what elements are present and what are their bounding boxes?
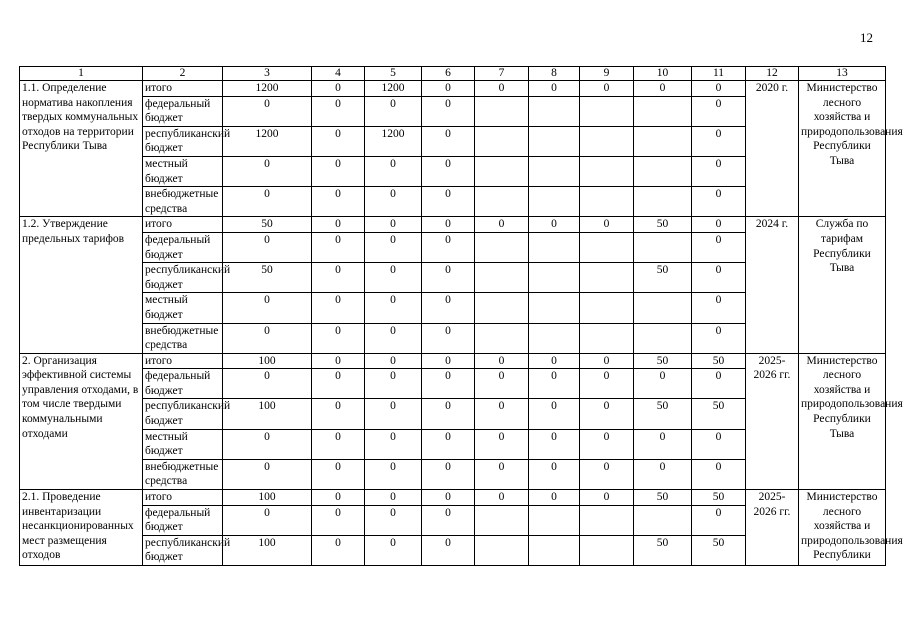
period-cell: 2025-2026 гг. bbox=[746, 353, 799, 489]
amount-cell: 0 bbox=[223, 369, 312, 399]
amount-cell: 0 bbox=[312, 96, 365, 126]
event-name: 1.2. Утверждение предельных тарифов bbox=[20, 217, 143, 353]
amount-cell bbox=[475, 232, 529, 262]
funding-source: федеральный бюджет bbox=[143, 96, 223, 126]
amount-cell: 0 bbox=[580, 353, 634, 369]
amount-cell: 0 bbox=[422, 81, 475, 97]
funding-source: итого bbox=[143, 217, 223, 233]
amount-cell: 50 bbox=[634, 217, 692, 233]
amount-cell: 0 bbox=[312, 490, 365, 506]
amount-cell bbox=[634, 505, 692, 535]
amount-cell: 0 bbox=[422, 96, 475, 126]
amount-cell: 0 bbox=[223, 293, 312, 323]
amount-cell: 50 bbox=[692, 490, 746, 506]
amount-cell: 0 bbox=[422, 353, 475, 369]
table-row bbox=[20, 217, 886, 233]
funding-source: федеральный бюджет bbox=[143, 232, 223, 262]
amount-cell: 0 bbox=[312, 369, 365, 399]
amount-cell: 0 bbox=[365, 490, 422, 506]
amount-cell bbox=[475, 535, 529, 565]
amount-cell bbox=[634, 323, 692, 353]
funding-source: федеральный бюджет bbox=[143, 369, 223, 399]
amount-cell: 50 bbox=[223, 217, 312, 233]
amount-cell: 0 bbox=[475, 217, 529, 233]
amount-cell: 0 bbox=[422, 535, 475, 565]
amount-cell: 1200 bbox=[223, 81, 312, 97]
amount-cell: 0 bbox=[475, 459, 529, 489]
amount-cell: 100 bbox=[223, 490, 312, 506]
funding-source: федеральный бюджет bbox=[143, 505, 223, 535]
funding-source: итого bbox=[143, 353, 223, 369]
amount-cell bbox=[475, 293, 529, 323]
amount-cell: 1200 bbox=[223, 126, 312, 156]
amount-cell bbox=[475, 96, 529, 126]
event-name: 2.1. Проведение инвентаризации несанкционированных мест размещения отходов bbox=[20, 490, 143, 566]
amount-cell: 0 bbox=[223, 232, 312, 262]
column-header: 13 bbox=[799, 67, 886, 81]
event-name: 2. Организация эффективной системы управления отходами, в том числе твердыми коммунальными отходами bbox=[20, 353, 143, 489]
amount-cell: 0 bbox=[422, 429, 475, 459]
amount-cell: 0 bbox=[312, 535, 365, 565]
amount-cell: 0 bbox=[529, 459, 580, 489]
amount-cell: 100 bbox=[223, 353, 312, 369]
amount-cell bbox=[580, 505, 634, 535]
amount-cell bbox=[529, 535, 580, 565]
amount-cell bbox=[634, 232, 692, 262]
amount-cell: 0 bbox=[365, 459, 422, 489]
amount-cell bbox=[580, 535, 634, 565]
amount-cell: 0 bbox=[529, 81, 580, 97]
amount-cell: 0 bbox=[365, 369, 422, 399]
amount-cell: 0 bbox=[692, 429, 746, 459]
amount-cell bbox=[580, 293, 634, 323]
amount-cell bbox=[529, 187, 580, 217]
amount-cell: 0 bbox=[223, 156, 312, 186]
amount-cell: 0 bbox=[475, 369, 529, 399]
column-header: 3 bbox=[223, 67, 312, 81]
amount-cell: 0 bbox=[580, 81, 634, 97]
amount-cell: 0 bbox=[365, 535, 422, 565]
amount-cell: 0 bbox=[422, 490, 475, 506]
amount-cell: 0 bbox=[223, 96, 312, 126]
amount-cell: 50 bbox=[692, 353, 746, 369]
amount-cell: 0 bbox=[312, 429, 365, 459]
amount-cell: 0 bbox=[529, 490, 580, 506]
amount-cell: 0 bbox=[634, 81, 692, 97]
amount-cell: 0 bbox=[529, 369, 580, 399]
amount-cell: 0 bbox=[422, 459, 475, 489]
amount-cell: 0 bbox=[475, 429, 529, 459]
column-header: 11 bbox=[692, 67, 746, 81]
amount-cell bbox=[475, 505, 529, 535]
amount-cell: 0 bbox=[692, 505, 746, 535]
amount-cell: 0 bbox=[692, 263, 746, 293]
amount-cell bbox=[634, 293, 692, 323]
amount-cell: 50 bbox=[634, 535, 692, 565]
amount-cell bbox=[475, 126, 529, 156]
amount-cell: 0 bbox=[422, 156, 475, 186]
column-header: 2 bbox=[143, 67, 223, 81]
table-row bbox=[20, 81, 886, 97]
amount-cell: 0 bbox=[529, 399, 580, 429]
amount-cell bbox=[529, 232, 580, 262]
column-header: 1 bbox=[20, 67, 143, 81]
amount-cell: 0 bbox=[365, 156, 422, 186]
executor-cell: Служба по тарифам Республики Тыва bbox=[799, 217, 886, 353]
funding-source: республиканский бюджет bbox=[143, 535, 223, 565]
amount-cell: 0 bbox=[312, 187, 365, 217]
column-header: 6 bbox=[422, 67, 475, 81]
column-header: 5 bbox=[365, 67, 422, 81]
amount-cell: 0 bbox=[580, 399, 634, 429]
amount-cell: 0 bbox=[529, 429, 580, 459]
amount-cell: 100 bbox=[223, 535, 312, 565]
amount-cell: 0 bbox=[634, 429, 692, 459]
funding-source: республиканский бюджет bbox=[143, 263, 223, 293]
amount-cell bbox=[475, 323, 529, 353]
column-header: 7 bbox=[475, 67, 529, 81]
amount-cell: 0 bbox=[422, 263, 475, 293]
amount-cell bbox=[529, 263, 580, 293]
funding-source: местный бюджет bbox=[143, 293, 223, 323]
amount-cell bbox=[475, 187, 529, 217]
amount-cell: 0 bbox=[312, 217, 365, 233]
executor-cell: Министерство лесного хозяйства и природопользования Республики Тыва bbox=[799, 353, 886, 489]
amount-cell bbox=[529, 156, 580, 186]
amount-cell: 0 bbox=[223, 323, 312, 353]
amount-cell: 0 bbox=[422, 399, 475, 429]
amount-cell: 50 bbox=[634, 490, 692, 506]
amount-cell: 0 bbox=[475, 399, 529, 429]
amount-cell bbox=[580, 126, 634, 156]
amount-cell: 50 bbox=[634, 399, 692, 429]
period-cell: 2020 г. bbox=[746, 81, 799, 217]
funding-source: внебюджетные средства bbox=[143, 459, 223, 489]
amount-cell: 0 bbox=[580, 490, 634, 506]
amount-cell bbox=[580, 96, 634, 126]
amount-cell: 0 bbox=[692, 369, 746, 399]
table-row bbox=[20, 353, 886, 369]
amount-cell: 0 bbox=[475, 490, 529, 506]
amount-cell: 0 bbox=[580, 369, 634, 399]
amount-cell bbox=[529, 323, 580, 353]
amount-cell bbox=[580, 263, 634, 293]
amount-cell: 0 bbox=[312, 232, 365, 262]
amount-cell: 0 bbox=[365, 353, 422, 369]
amount-cell: 50 bbox=[223, 263, 312, 293]
funding-source: внебюджетные средства bbox=[143, 323, 223, 353]
amount-cell: 0 bbox=[692, 96, 746, 126]
amount-cell: 0 bbox=[365, 505, 422, 535]
column-header: 12 bbox=[746, 67, 799, 81]
amount-cell: 0 bbox=[312, 263, 365, 293]
amount-cell: 0 bbox=[692, 323, 746, 353]
amount-cell: 0 bbox=[312, 399, 365, 429]
amount-cell: 0 bbox=[312, 459, 365, 489]
amount-cell: 0 bbox=[422, 323, 475, 353]
amount-cell: 0 bbox=[422, 187, 475, 217]
amount-cell: 0 bbox=[312, 323, 365, 353]
amount-cell: 0 bbox=[365, 96, 422, 126]
funding-source: местный бюджет bbox=[143, 429, 223, 459]
amount-cell bbox=[529, 293, 580, 323]
funding-source: внебюджетные средства bbox=[143, 187, 223, 217]
amount-cell bbox=[529, 126, 580, 156]
amount-cell bbox=[475, 263, 529, 293]
amount-cell: 0 bbox=[422, 217, 475, 233]
page-number: 12 bbox=[860, 30, 873, 45]
amount-cell: 0 bbox=[692, 126, 746, 156]
amount-cell: 0 bbox=[529, 217, 580, 233]
funding-source: итого bbox=[143, 490, 223, 506]
amount-cell: 0 bbox=[312, 156, 365, 186]
amount-cell: 0 bbox=[529, 353, 580, 369]
amount-cell: 0 bbox=[634, 459, 692, 489]
amount-cell: 0 bbox=[422, 293, 475, 323]
period-cell: 2024 г. bbox=[746, 217, 799, 353]
executor-cell: Министерство лесного хозяйства и природопользования Республики bbox=[799, 490, 886, 566]
amount-cell: 50 bbox=[692, 399, 746, 429]
event-name: 1.1. Определение норматива накопления твердых коммунальных отходов на территории Республики Тыва bbox=[20, 81, 143, 217]
executor-cell: Министерство лесного хозяйства и природопользования Республики Тыва bbox=[799, 81, 886, 217]
amount-cell: 0 bbox=[634, 369, 692, 399]
amount-cell bbox=[634, 96, 692, 126]
funding-source: местный бюджет bbox=[143, 156, 223, 186]
amount-cell: 0 bbox=[365, 263, 422, 293]
amount-cell: 0 bbox=[422, 505, 475, 535]
amount-cell: 0 bbox=[223, 459, 312, 489]
amount-cell: 0 bbox=[365, 399, 422, 429]
amount-cell: 0 bbox=[692, 81, 746, 97]
amount-cell: 0 bbox=[475, 353, 529, 369]
amount-cell: 1200 bbox=[365, 81, 422, 97]
amount-cell bbox=[580, 187, 634, 217]
amount-cell: 0 bbox=[422, 369, 475, 399]
program-table bbox=[19, 66, 903, 566]
amount-cell bbox=[529, 96, 580, 126]
amount-cell bbox=[634, 126, 692, 156]
amount-cell: 0 bbox=[422, 126, 475, 156]
amount-cell: 0 bbox=[312, 81, 365, 97]
amount-cell: 0 bbox=[475, 81, 529, 97]
amount-cell: 0 bbox=[692, 459, 746, 489]
funding-source: республиканский бюджет bbox=[143, 126, 223, 156]
amount-cell: 0 bbox=[365, 323, 422, 353]
amount-cell: 0 bbox=[692, 187, 746, 217]
amount-cell bbox=[529, 505, 580, 535]
funding-source: республиканский бюджет bbox=[143, 399, 223, 429]
table-row bbox=[20, 490, 886, 506]
amount-cell: 0 bbox=[692, 293, 746, 323]
amount-cell: 0 bbox=[365, 217, 422, 233]
amount-cell: 0 bbox=[223, 187, 312, 217]
amount-cell: 0 bbox=[312, 353, 365, 369]
column-header: 9 bbox=[580, 67, 634, 81]
funding-source: итого bbox=[143, 81, 223, 97]
column-header: 10 bbox=[634, 67, 692, 81]
amount-cell: 0 bbox=[580, 429, 634, 459]
amount-cell: 0 bbox=[365, 429, 422, 459]
amount-cell: 1200 bbox=[365, 126, 422, 156]
amount-cell bbox=[580, 232, 634, 262]
amount-cell: 0 bbox=[692, 232, 746, 262]
amount-cell: 0 bbox=[365, 232, 422, 262]
amount-cell bbox=[634, 156, 692, 186]
amount-cell: 50 bbox=[634, 353, 692, 369]
header-row bbox=[20, 67, 886, 81]
amount-cell bbox=[634, 187, 692, 217]
amount-cell: 100 bbox=[223, 399, 312, 429]
column-header: 8 bbox=[529, 67, 580, 81]
amount-cell bbox=[580, 323, 634, 353]
amount-cell: 0 bbox=[580, 217, 634, 233]
column-header: 4 bbox=[312, 67, 365, 81]
amount-cell: 50 bbox=[634, 263, 692, 293]
amount-cell: 0 bbox=[365, 293, 422, 323]
amount-cell bbox=[475, 156, 529, 186]
amount-cell: 0 bbox=[312, 293, 365, 323]
amount-cell: 0 bbox=[223, 429, 312, 459]
amount-cell: 0 bbox=[312, 126, 365, 156]
amount-cell: 0 bbox=[580, 459, 634, 489]
amount-cell: 0 bbox=[692, 217, 746, 233]
amount-cell: 0 bbox=[365, 187, 422, 217]
amount-cell: 0 bbox=[223, 505, 312, 535]
period-cell: 2025-2026 гг. bbox=[746, 490, 799, 566]
amount-cell: 0 bbox=[692, 156, 746, 186]
amount-cell: 0 bbox=[312, 505, 365, 535]
amount-cell: 0 bbox=[422, 232, 475, 262]
amount-cell: 50 bbox=[692, 535, 746, 565]
amount-cell bbox=[580, 156, 634, 186]
